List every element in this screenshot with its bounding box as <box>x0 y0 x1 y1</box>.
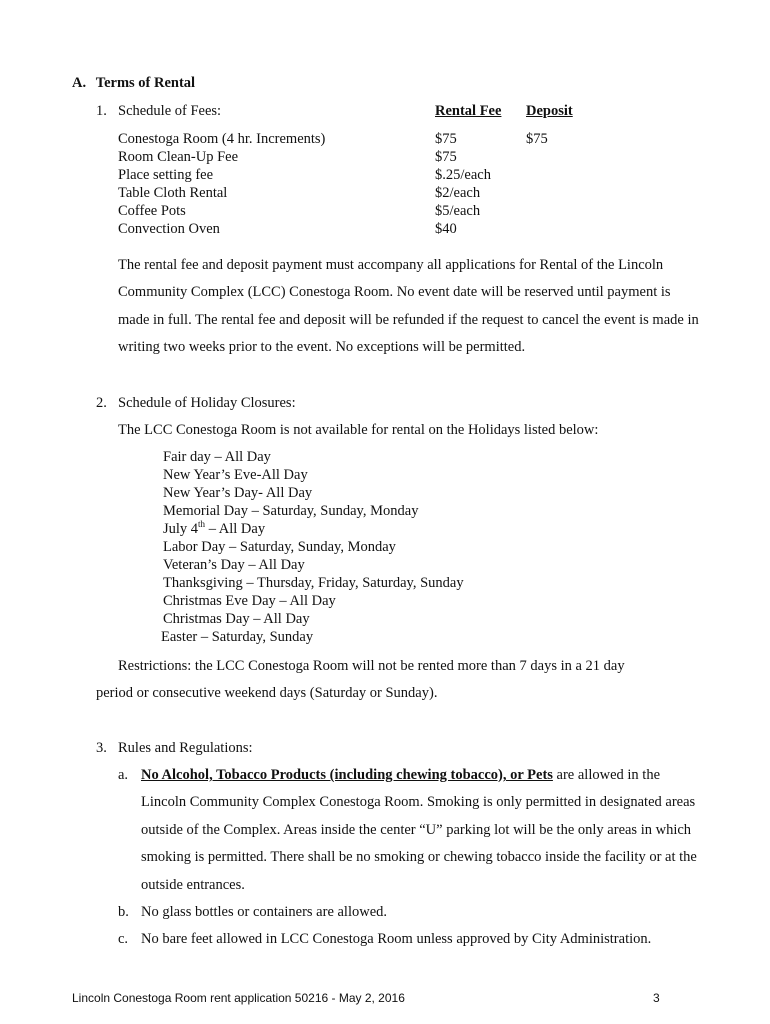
fee-item: Coffee Pots <box>118 203 186 219</box>
holiday-item: Memorial Day – Saturday, Sunday, Monday <box>163 503 419 519</box>
fee-amount: $75 <box>435 149 457 165</box>
fee-item: Convection Oven <box>118 221 220 237</box>
section-heading <box>72 75 195 92</box>
fees-table <box>118 130 598 238</box>
footer-title: Lincoln Conestoga Room rent application 50216 - May 2, 2016 <box>72 991 405 1005</box>
holiday-item: Easter – Saturday, Sunday <box>161 629 314 645</box>
holidays-heading: Schedule of Holiday Closures: <box>118 395 296 411</box>
footer-page-number: 3 <box>653 991 660 1005</box>
rule-b-letter: b. <box>118 904 129 920</box>
fees-col-rental: Rental Fee <box>435 103 502 119</box>
fee-item: Conestoga Room (4 hr. Increments) <box>118 131 326 147</box>
fee-item: Room Clean-Up Fee <box>118 149 239 165</box>
holiday-item: Fair day – All Day <box>163 449 271 465</box>
holiday-item: New Year’s Day- All Day <box>163 485 313 501</box>
holiday-item: Veteran’s Day – All Day <box>163 557 305 573</box>
fee-amount: $5/each <box>435 203 481 219</box>
july-prefix: July 4 <box>163 521 199 537</box>
fee-row <box>118 148 598 166</box>
fee-row <box>118 166 598 184</box>
section-title: Terms of Rental <box>95 75 196 91</box>
july-suffix: – All Day <box>205 521 266 537</box>
fees-heading: Schedule of Fees: <box>118 103 222 119</box>
holiday-item: Labor Day – Saturday, Sunday, Monday <box>163 539 396 555</box>
fees-paragraph: The rental fee and deposit payment must accompany all applications for Rental of the Lincoln Community Complex (LCC) Conestoga Room. No event date will be reserved until payment is made in full. The rental fee and deposit will be refunded if the request to cancel the event is made in writing two weeks prior to the event. No exceptions will be permitted. <box>118 257 699 356</box>
fee-amount: $.25/each <box>435 167 491 183</box>
section-letter: A. <box>72 75 87 91</box>
fees-col-deposit: Deposit <box>526 103 573 119</box>
fee-amount: $75 <box>435 131 457 147</box>
rule-b-text: No glass bottles or containers are allowed. <box>141 904 388 920</box>
fees-number: 1. <box>96 103 107 119</box>
rule-c-letter: c. <box>118 931 129 947</box>
rule-a-bold: No Alcohol, Tobacco Products (including chewing tobacco), or Pets <box>141 767 553 783</box>
rules-heading: Rules and Regulations: <box>118 740 253 756</box>
fee-row <box>118 220 598 238</box>
holidays-intro: The LCC Conestoga Room is not available for rental on the Holidays listed below: <box>118 422 599 438</box>
holiday-list <box>163 448 464 646</box>
rule-a <box>141 762 699 899</box>
fee-item: Place setting fee <box>118 167 214 183</box>
fee-row <box>118 130 598 148</box>
holidays-number: 2. <box>96 395 107 411</box>
fee-amount: $2/each <box>435 185 481 201</box>
holiday-item: Christmas Eve Day – All Day <box>163 593 336 609</box>
holiday-item-july <box>163 520 464 538</box>
fee-deposit: $75 <box>526 131 548 147</box>
fee-amount: $40 <box>435 221 457 237</box>
fee-row <box>118 202 598 220</box>
holiday-item: New Year’s Eve-All Day <box>163 467 308 483</box>
holiday-item: Thanksgiving – Thursday, Friday, Saturday, Sunday <box>163 575 464 591</box>
fee-row <box>118 184 598 202</box>
rule-c-text: No bare feet allowed in LCC Conestoga Room unless approved by City Administration. <box>141 931 652 947</box>
rule-a-letter: a. <box>118 767 129 783</box>
restrictions-line2: period or consecutive weekend days (Saturday or Sunday). <box>96 685 438 701</box>
july-sup: th <box>198 519 206 530</box>
holiday-item: Christmas Day – All Day <box>163 611 310 627</box>
rule-a-text: are allowed in the Lincoln Community Complex Conestoga Room. Smoking is only permitted in designated areas outside of the Complex. Areas inside the center “U” parking lot will be the only areas in which smoking is permitted. There shall be no smoking or chewing tobacco inside the facility or at the outside entrances. <box>141 767 697 893</box>
fee-item: Table Cloth Rental <box>118 185 228 201</box>
rules-number: 3. <box>96 740 107 756</box>
restrictions-line1: Restrictions: the LCC Conestoga Room will not be rented more than 7 days in a 21 day <box>118 658 625 674</box>
